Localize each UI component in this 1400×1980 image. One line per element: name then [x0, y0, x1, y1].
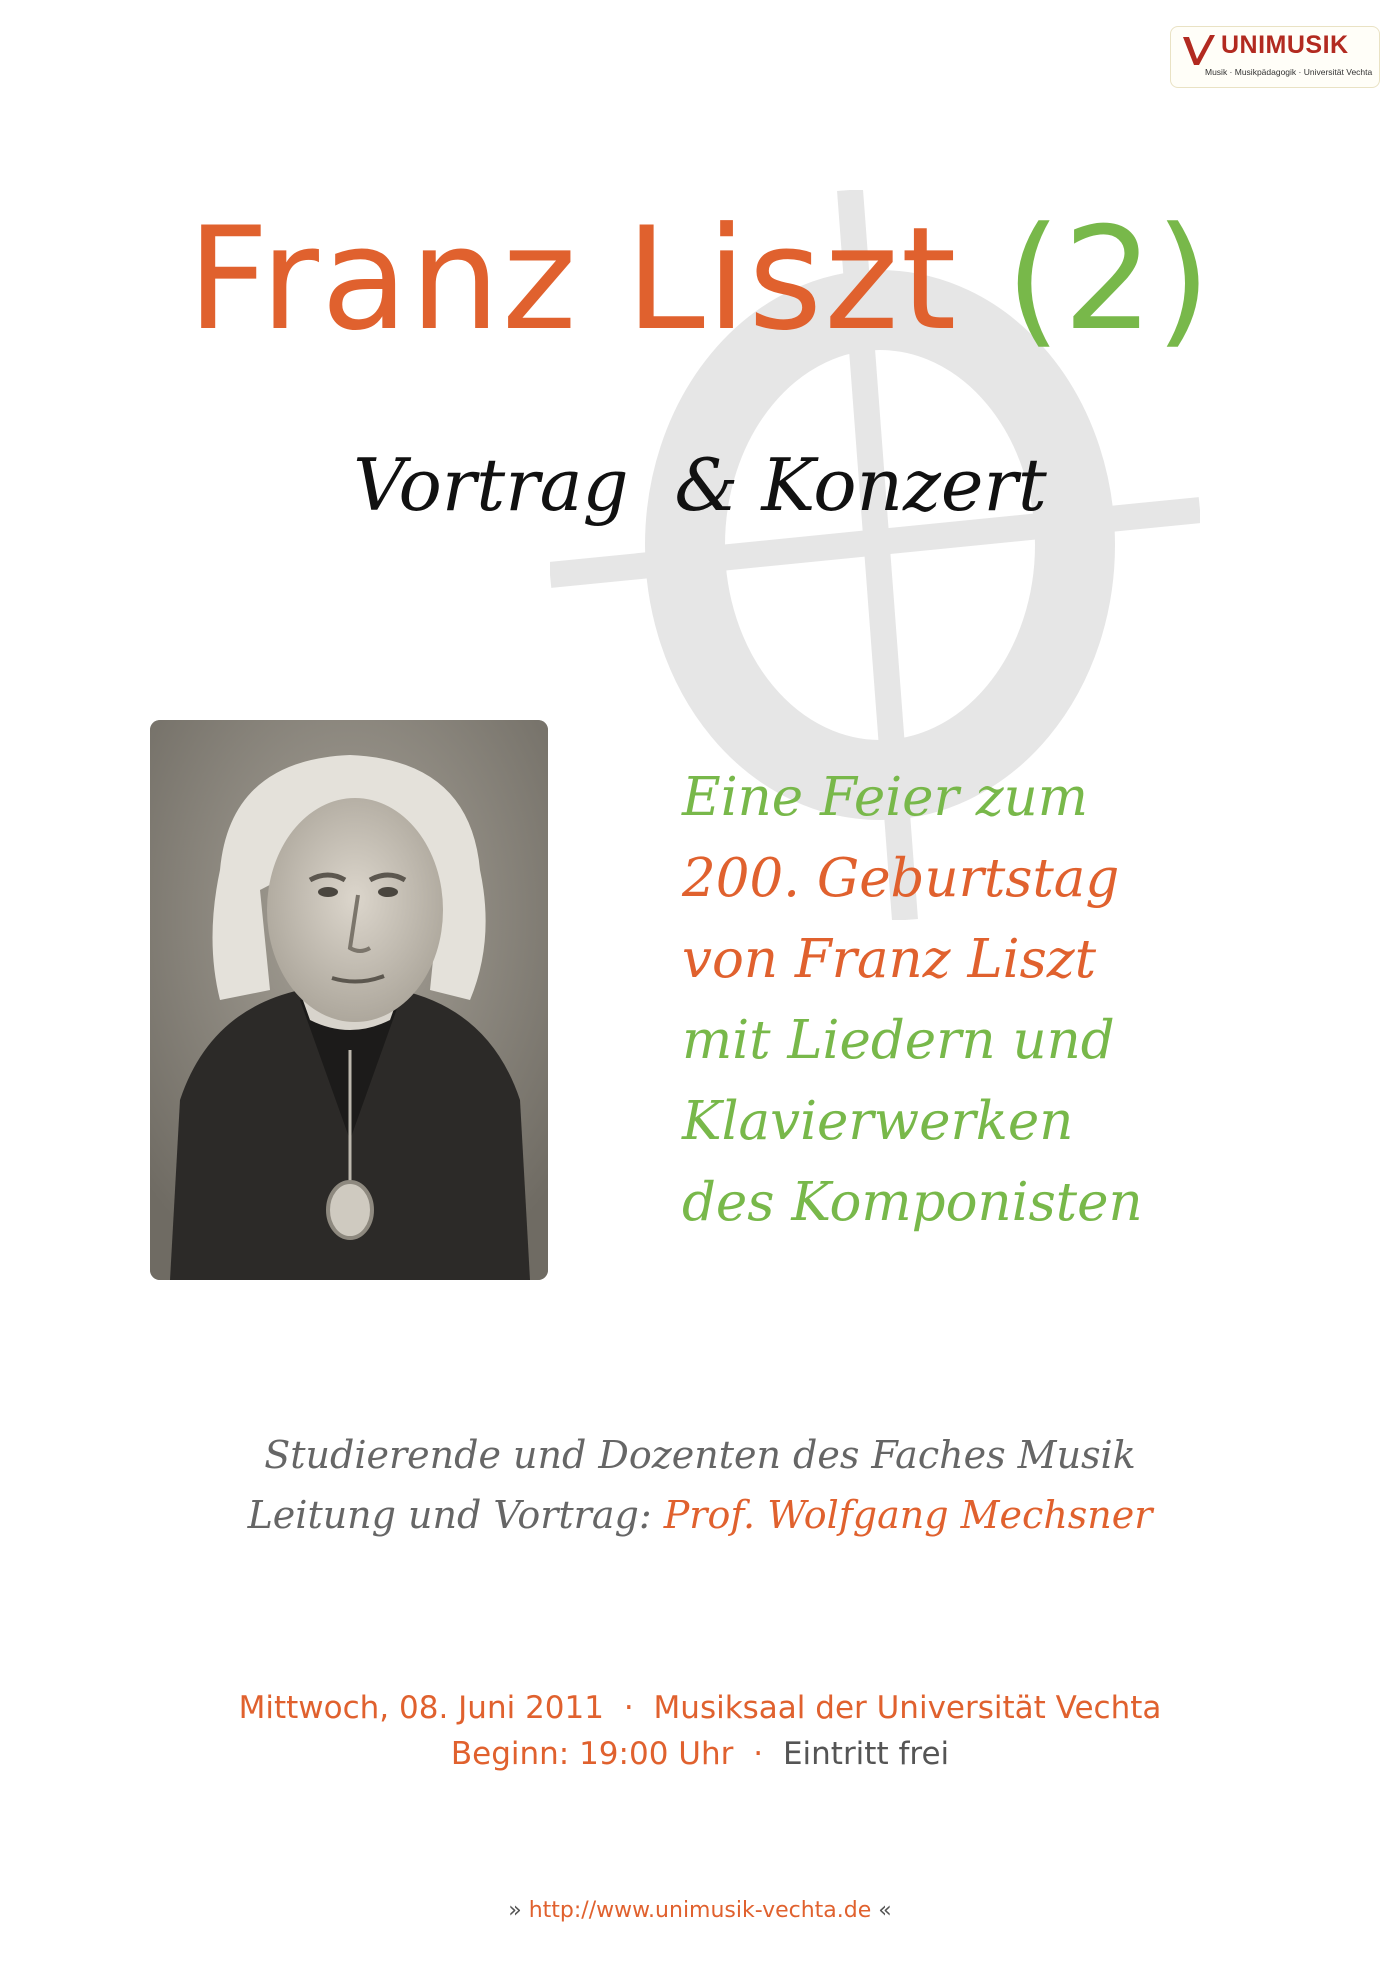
feature-line: Klavierwerken: [682, 1091, 1074, 1152]
logo-v-mark-icon: [1181, 33, 1217, 69]
credits: [0, 1425, 1400, 1545]
url-suffix: «: [878, 1898, 892, 1923]
feature-text: [682, 757, 1242, 1243]
url-link[interactable]: http://www.unimusik-vechta.de: [528, 1898, 872, 1923]
event-venue: Musiksaal der Universität Vechta: [653, 1690, 1162, 1726]
event-date: Mittwoch, 08. Juni 2011: [238, 1690, 604, 1726]
event-line-start: [0, 1731, 1400, 1777]
event-separator: ·: [623, 1690, 634, 1726]
subtitle: Vortrag & Konzert: [353, 443, 1047, 527]
event-admission: Eintritt frei: [782, 1736, 950, 1772]
event-line-date-venue: [0, 1685, 1400, 1731]
event-info: [0, 1685, 1400, 1777]
feature-line: des Komponisten: [682, 1172, 1143, 1233]
credits-line-performers: Studierende und Dozenten des Faches Musik: [264, 1433, 1136, 1477]
feature-line: Eine Feier zum: [682, 767, 1089, 828]
website-url: [0, 1898, 1400, 1923]
url-prefix: »: [508, 1898, 522, 1923]
credits-leader-name: Prof. Wolfgang Mechsner: [663, 1493, 1153, 1537]
event-start: Beginn: 19:00 Uhr: [450, 1736, 734, 1772]
headline-name: Franz Liszt: [187, 197, 959, 362]
logo-subtitle: Musik · Musikpädagogik · Universität Vechta: [1205, 67, 1373, 77]
portrait-illustration-icon: [150, 720, 548, 1280]
credits-line-leader: [0, 1485, 1400, 1545]
event-separator: ·: [753, 1736, 764, 1772]
unimusik-logo: [1170, 26, 1380, 88]
credits-leader-label: Leitung und Vortrag:: [247, 1493, 652, 1537]
feature-line: von Franz Liszt: [682, 929, 1097, 990]
headline-number: (2): [1005, 197, 1213, 362]
portrait-photo: [150, 720, 548, 1280]
headline: [0, 197, 1400, 362]
feature-line: 200. Geburtstag: [682, 848, 1120, 909]
feature-line: mit Liedern und: [682, 1010, 1115, 1071]
logo-name: UNIMUSIK: [1221, 31, 1349, 59]
